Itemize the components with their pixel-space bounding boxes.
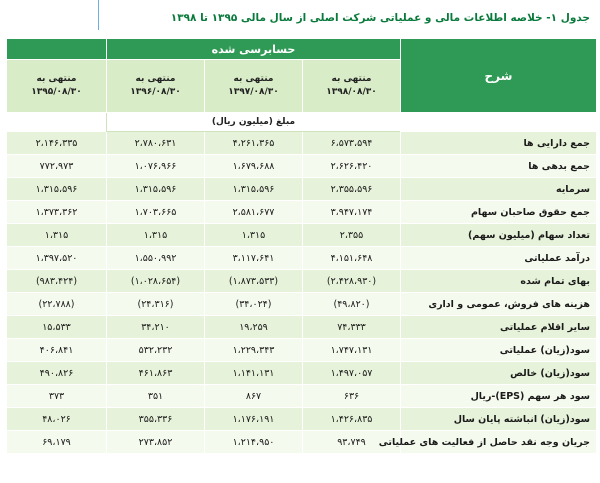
audited-header-spacer — [7, 39, 107, 60]
value-1398: ۶،۵۷۳،۵۹۴ — [303, 132, 401, 155]
value-1398: ۲،۳۵۵ — [303, 224, 401, 247]
table-row — [7, 224, 597, 247]
value-1395: ۴۰۶،۸۴۱ — [7, 339, 107, 362]
table-caption: جدول ۱- خلاصه اطلاعات مالی و عملیاتی شرکت اصلی از سال مالی ۱۳۹۵ تا ۱۳۹۸ — [170, 12, 590, 24]
value-1397: (۳۴،۰۲۴) — [205, 293, 303, 316]
value-1398: ۷۴،۳۳۳ — [303, 316, 401, 339]
row-label: سود(زیان) عملیاتی — [401, 339, 597, 362]
value-1396: ۱،۳۱۵ — [107, 224, 205, 247]
period-date: ۱۳۹۷/۰۸/۳۰ — [228, 87, 279, 97]
value-1395: (۲۲،۷۸۸) — [7, 293, 107, 316]
row-label: هزینه های فروش، عمومی و اداری — [401, 293, 597, 316]
row-label: سود هر سهم (EPS)-ریال — [401, 385, 597, 408]
value-1396: ۱،۷۰۳،۶۶۵ — [107, 201, 205, 224]
value-1396: (۱،۰۲۸،۶۵۴) — [107, 270, 205, 293]
table-row — [7, 155, 597, 178]
value-1395: (۹۸۳،۴۲۴) — [7, 270, 107, 293]
row-label: جمع دارایی ها — [401, 132, 597, 155]
value-1395: ۱،۳۹۷،۵۲۰ — [7, 247, 107, 270]
value-1397: ۲،۵۸۱،۶۷۷ — [205, 201, 303, 224]
value-1396: ۱،۵۵۰،۹۹۲ — [107, 247, 205, 270]
table-body — [7, 132, 597, 454]
margin-line — [98, 0, 99, 30]
table-row — [7, 178, 597, 201]
value-1396: ۱،۳۱۵،۵۹۶ — [107, 178, 205, 201]
value-1398: ۶۳۶ — [303, 385, 401, 408]
period-label: منتهی به — [331, 74, 372, 84]
table-row — [7, 362, 597, 385]
value-1396: ۲۷۳،۸۵۲ — [107, 431, 205, 454]
value-1398: (۲،۴۲۸،۹۳۰) — [303, 270, 401, 293]
value-1395: ۱،۳۷۳،۳۶۲ — [7, 201, 107, 224]
value-1398: ۲،۳۵۵،۵۹۶ — [303, 178, 401, 201]
period-date: ۱۳۹۵/۰۸/۳۰ — [31, 87, 82, 97]
value-1396: ۱،۰۷۶،۹۶۶ — [107, 155, 205, 178]
row-label: سایر اقلام عملیاتی — [401, 316, 597, 339]
period-header-1398 — [303, 60, 401, 113]
table-row — [7, 247, 597, 270]
value-1398: ۴،۱۵۱،۶۴۸ — [303, 247, 401, 270]
period-label: منتهی به — [233, 74, 274, 84]
period-header-1397 — [205, 60, 303, 113]
value-1398: ۲،۶۲۶،۴۲۰ — [303, 155, 401, 178]
value-1396: ۳۴،۲۱۰ — [107, 316, 205, 339]
value-1397: (۱،۸۷۳،۵۳۳) — [205, 270, 303, 293]
value-1396: (۲۴،۳۱۶) — [107, 293, 205, 316]
table-row — [7, 385, 597, 408]
value-1397: ۱،۶۷۹،۶۸۸ — [205, 155, 303, 178]
row-label: سرمایه — [401, 178, 597, 201]
value-1395: ۱،۳۱۵،۵۹۶ — [7, 178, 107, 201]
table-row — [7, 316, 597, 339]
period-label: منتهی به — [36, 74, 77, 84]
value-1398: ۹۳،۷۴۹ — [303, 431, 401, 454]
value-1395: ۶۹،۱۷۹ — [7, 431, 107, 454]
row-label: جمع بدهی ها — [401, 155, 597, 178]
value-1396: ۵۳۲،۲۳۲ — [107, 339, 205, 362]
value-1395: ۱،۳۱۵ — [7, 224, 107, 247]
value-1395: ۲،۱۴۶،۳۳۵ — [7, 132, 107, 155]
value-1397: ۳،۱۱۷،۶۴۱ — [205, 247, 303, 270]
value-1397: ۱،۳۱۵ — [205, 224, 303, 247]
value-1397: ۱،۳۱۵،۵۹۶ — [205, 178, 303, 201]
unit-label: مبلغ (میلیون ریال) — [107, 113, 401, 132]
row-label: سود(زیان) خالص — [401, 362, 597, 385]
table-row — [7, 132, 597, 155]
row-label: بهای تمام شده — [401, 270, 597, 293]
row-label: سود(زیان) انباشته پایان سال — [401, 408, 597, 431]
audited-header: حسابرسی شده — [107, 39, 401, 60]
value-1398: ۳،۹۴۷،۱۷۴ — [303, 201, 401, 224]
value-1397: ۱،۱۴۱،۱۳۱ — [205, 362, 303, 385]
value-1397: ۸۶۷ — [205, 385, 303, 408]
period-header-1395 — [7, 60, 107, 113]
unit-row-blank — [401, 113, 597, 132]
period-header-1396 — [107, 60, 205, 113]
value-1397: ۱،۱۷۶،۱۹۱ — [205, 408, 303, 431]
value-1395: ۷۷۲،۹۷۳ — [7, 155, 107, 178]
value-1396: ۳۵۵،۳۳۶ — [107, 408, 205, 431]
value-1395: ۴۹۰،۸۲۶ — [7, 362, 107, 385]
row-label: تعداد سهام (میلیون سهم) — [401, 224, 597, 247]
row-label: جمع حقوق صاحبان سهام — [401, 201, 597, 224]
value-1395: ۴۸،۰۲۶ — [7, 408, 107, 431]
period-date: ۱۳۹۸/۰۸/۳۰ — [326, 87, 377, 97]
period-label: منتهی به — [135, 74, 176, 84]
table-row — [7, 431, 597, 454]
table-row — [7, 408, 597, 431]
financial-summary-table-wrapper — [6, 38, 596, 454]
period-date: ۱۳۹۶/۰۸/۳۰ — [130, 87, 181, 97]
row-label: جریان وجه نقد حاصل از فعالیت های عملیاتی — [401, 431, 597, 454]
unit-row-blank-end — [7, 113, 107, 132]
value-1397: ۱،۲۱۴،۹۵۰ — [205, 431, 303, 454]
financial-summary-table — [6, 38, 597, 454]
value-1396: ۲،۷۸۰،۶۳۱ — [107, 132, 205, 155]
value-1398: ۱،۴۲۶،۸۳۵ — [303, 408, 401, 431]
value-1398: ۱،۴۹۷،۰۵۷ — [303, 362, 401, 385]
value-1398: ۱،۷۴۷،۱۳۱ — [303, 339, 401, 362]
table-row — [7, 201, 597, 224]
value-1396: ۴۶۱،۸۶۳ — [107, 362, 205, 385]
table-row — [7, 339, 597, 362]
row-label: درآمد عملیاتی — [401, 247, 597, 270]
value-1396: ۳۵۱ — [107, 385, 205, 408]
value-1395: ۱۵،۵۳۳ — [7, 316, 107, 339]
value-1397: ۱۹،۲۵۹ — [205, 316, 303, 339]
value-1395: ۳۷۳ — [7, 385, 107, 408]
table-row — [7, 293, 597, 316]
value-1397: ۱،۲۲۹،۳۴۳ — [205, 339, 303, 362]
value-1398: (۴۹،۸۲۰) — [303, 293, 401, 316]
column-header-sharh: شرح — [401, 39, 597, 113]
value-1397: ۴،۲۶۱،۳۶۵ — [205, 132, 303, 155]
table-row — [7, 270, 597, 293]
